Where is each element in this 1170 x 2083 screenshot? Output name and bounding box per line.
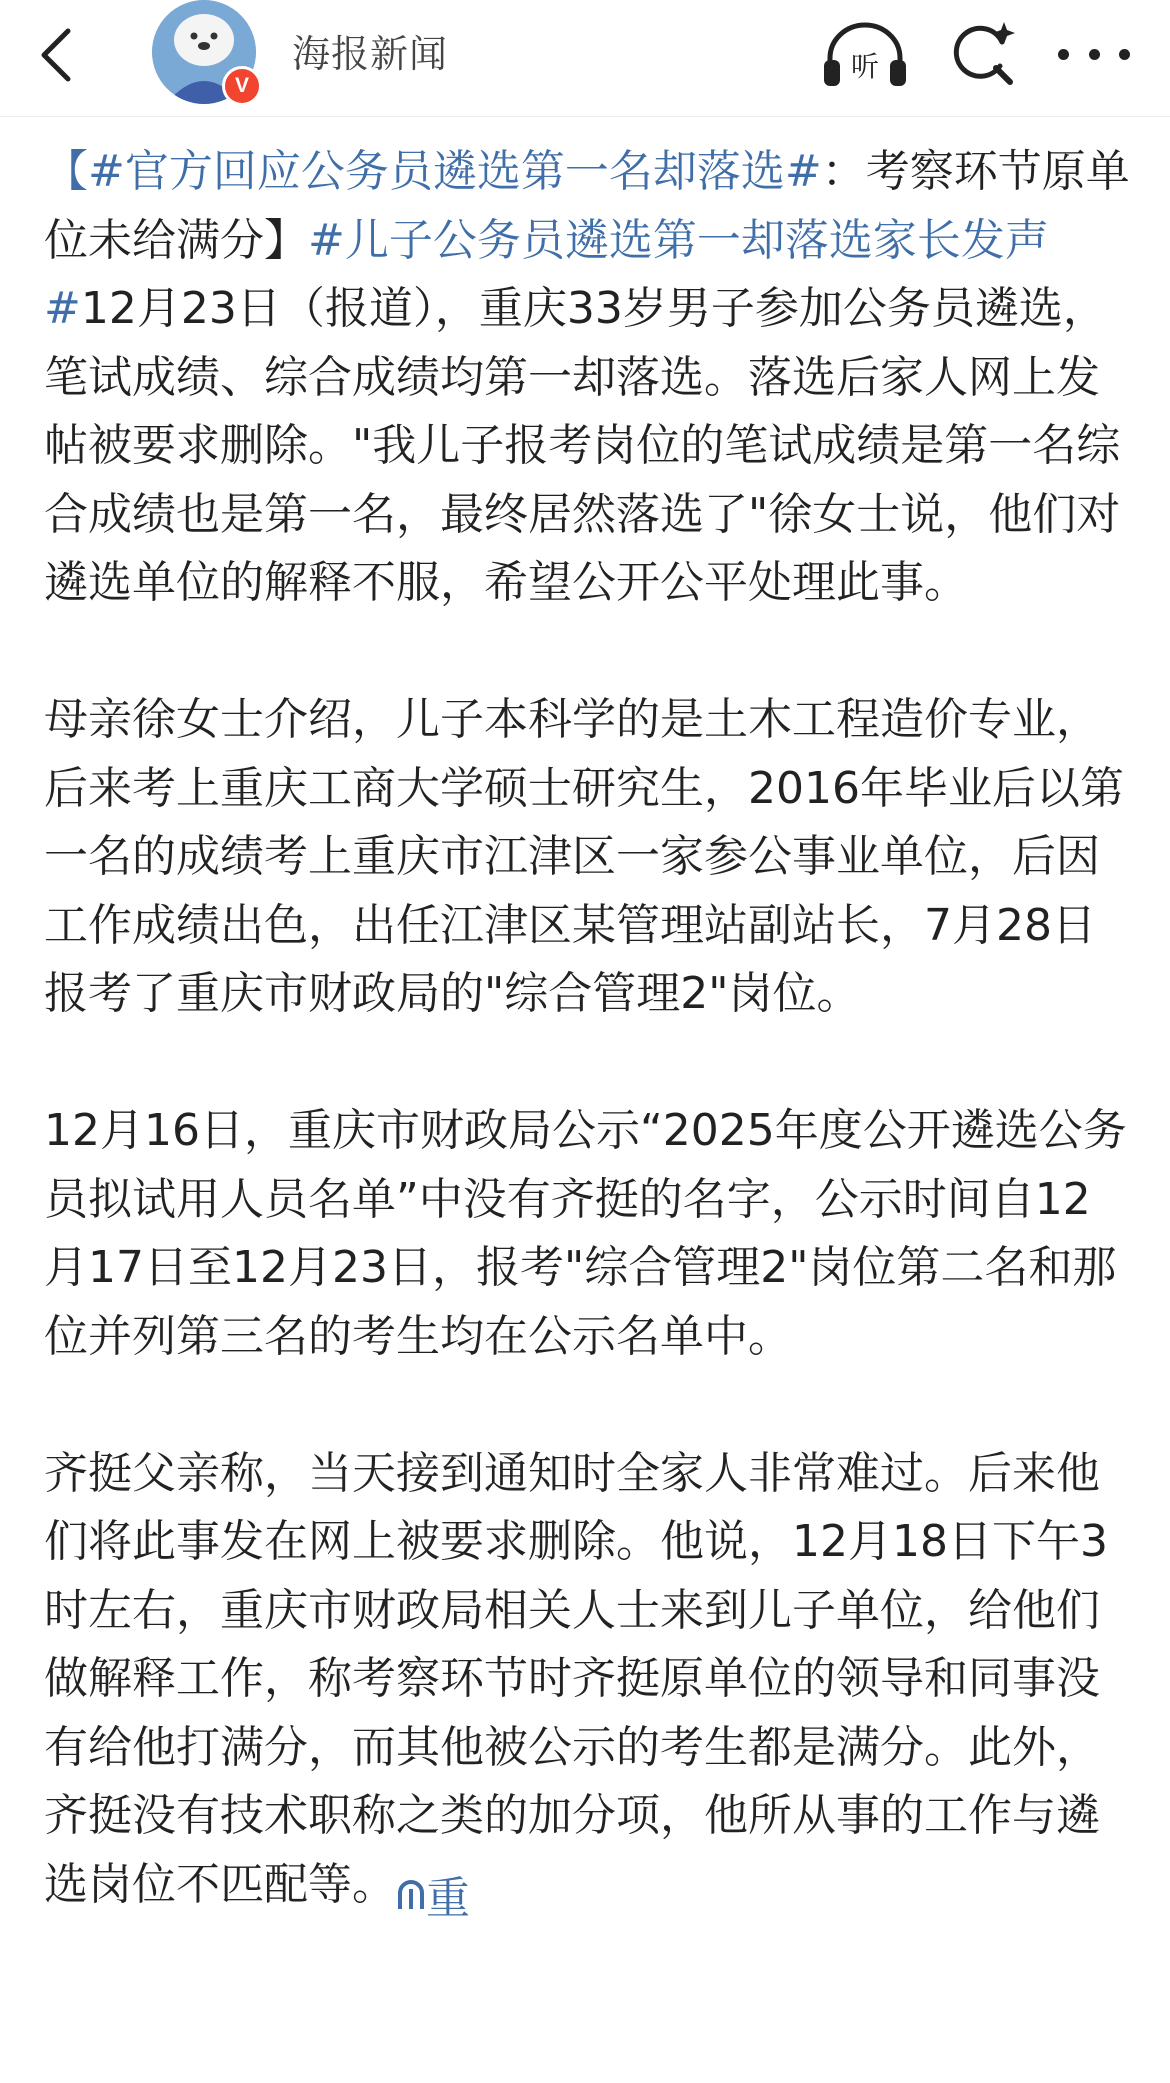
more-dot [1089, 49, 1100, 60]
headphones-icon [822, 18, 908, 90]
more-dot [1058, 49, 1069, 60]
paragraph-2: 母亲徐女士介绍，儿子本科学的是土木工程造价专业，后来考上重庆工商大学硕士研究生，2016年毕业后以第一名的成绩考上重庆市江津区一家参公事业单位，后因工作成绩出色，出任江津区某管理站副站长，7月28日报考了重庆市财政局的"综合管理2"岗位。 [44, 694, 1124, 1019]
verified-badge: V [222, 66, 262, 106]
more-dot [1119, 49, 1130, 60]
paragraph-3: 12月16日，重庆市财政局公示“2025年度公开遴选公务员拟试用人员名单”中没有齐挺的名字，公示时间自12月17日至12月23日，报考"综合管理2"岗位第二名和那位并列第三名的考生均在公示名单中。 [44, 1105, 1127, 1362]
paragraph-4 [44, 1440, 1134, 1924]
link-icon [396, 1879, 426, 1913]
link-text: 重 [426, 1872, 470, 1924]
avatar[interactable] [152, 0, 256, 104]
title-bracket: 【 [44, 146, 88, 197]
hashtag-link[interactable]: #儿子公务员遴选第一却落选家长发声# [44, 214, 1049, 334]
more-button[interactable] [1058, 30, 1130, 78]
back-button[interactable] [30, 22, 80, 88]
listen-button[interactable] [822, 18, 908, 90]
hashtag-link[interactable]: #官方回应公务员遴选第一名却落选# [88, 146, 822, 197]
post-body [44, 138, 1134, 1924]
search-button[interactable] [946, 18, 1018, 90]
location-link[interactable] [396, 1865, 472, 1924]
chevron-left-icon [38, 27, 72, 83]
paragraph-text: 12月23日（报道），重庆33岁男子参加公务员遴选，笔试成绩、综合成绩均第一却落选。落选后家人网上发帖被要求删除。"我儿子报考岗位的笔试成绩是第一名综合成绩也是第一名，最终居然落选了"徐女士说，他们对遴选单位的解释不服，希望公开公平处理此事。 [44, 283, 1121, 608]
paragraph-1 [44, 138, 1134, 618]
listen-label: 听 [850, 50, 880, 83]
paragraph-text: 齐挺父亲称，当天接到通知时全家人非常难过。后来他们将此事发在网上被要求删除。他说，12月18日下午3时左右，重庆市财政局相关人士来到儿子单位，给他们做解释工作，称考察环节时齐挺原单位的领导和同事没有给他打满分，而其他被公示的考生都是满分。此外，齐挺没有技术职称之类的加分项，他所从事的工作与遴选岗位不匹配等。 [44, 1447, 1108, 1910]
search-sparkle-icon [946, 18, 1018, 90]
top-bar [0, 0, 1170, 117]
account-name[interactable]: 海报新闻 [292, 32, 449, 76]
title-text: ：考察环节原单位未给满分】 [44, 146, 1130, 266]
